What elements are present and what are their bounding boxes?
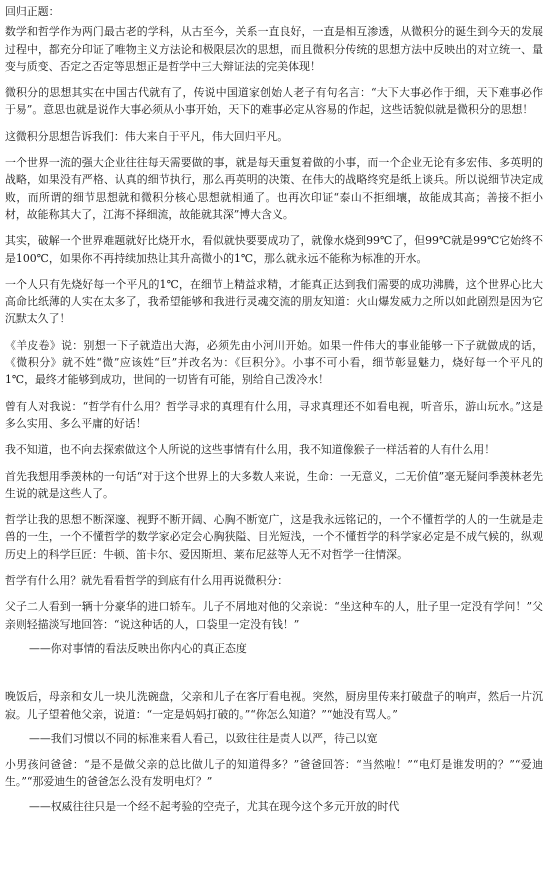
paragraph-laozi-quote: 微积分的思想其实在中国古代就有了，传说中国道家创始人老子有句名言：“大下大事必作于细，天下难事必作于易”。意思也就是说作大事必须从小事开始，天下的难事必定从容易的作起，这些话貌似就是微积分的思想！ <box>5 86 543 117</box>
moral-3: ——权威往往只是一个经不起考验的空壳子，尤其在现今这个多元开放的时代 <box>29 799 400 813</box>
paragraph-philosophy-benefits: 哲学让我的思想不断深邃、视野不断开阔、心胸不断宽广，这是我永远铭记的，一个不懂哲学的人的一生就是走兽的一生，一个不懂哲学的数学家必定会心胸狭隘、目光短浅，一个不懂哲学的科学家必定是不成气候的，纵观历史上的科学巨匠：牛顿、笛卡尔、爱因斯坦、莱布尼兹等人无不对哲学一往情深。 <box>5 513 543 561</box>
paragraph-calculus-lesson: 这微积分思想告诉我们：伟大来自于平凡，伟大回归平凡。 <box>5 129 289 143</box>
spacer <box>5 666 543 688</box>
paragraph-ji-xianlin: 首先我想用季羡林的一句话“对于这个世界上的大多数人来说，生命：一无意义，二无价值”毫无疑问季羡林老先生说的就是这些人了。 <box>5 469 543 500</box>
moral-2: ——我们习惯以不同的标准来看人看己，以致往往是责人以严，待己以宽 <box>29 731 378 745</box>
paragraph-philosophy-use: 曾有人对我说：“哲学有什么用？哲学寻求的真理有什么用，寻求真理还不如看电视，听音乐，游山玩水。”这是多么实用、多么平庸的好话！ <box>5 399 543 430</box>
paragraph-boiling-water: 其实，破解一个世界难题就好比烧开水，看似就快要要成功了，就像水烧到99℃了，但99℃就是99℃它始终不是100℃，如果你不再持续加热让其升高微小的1℃，那么就永远不能称为标准的开水。 <box>5 234 543 265</box>
paragraph-i-dont-know: 我不知道，也不向去探索做这个人所说的这些事情有什么用，我不知道像猴子一样活着的人有什么用！ <box>5 443 496 457</box>
paragraph-edison: 小男孩问爸爸：“是不是做父亲的总比做儿子的知道得多？”爸爸回答：“当然啦！”“电灯是谁发明的？”“爱迪生。”“那爱迪生的爸爸怎么没有发明电灯？” <box>5 758 543 789</box>
paragraph-transition: 哲学有什么用？就先看看哲学的到底有什么用再说微积分： <box>5 574 289 588</box>
paragraph-father-son-car: 父子二人看到一辆十分豪华的进口轿车。儿子不屑地对他的父亲说：“坐这种车的人，肚子里一定没有学问！”父亲则轻描淡写地回答：“说这种话的人，口袋里一定没有钱！” <box>5 600 543 631</box>
section-heading: 回归正题： <box>5 5 60 18</box>
paragraph-sheepskin-scroll: 《羊皮卷》说：别想一下子就造出大海，必须先由小河川开始。如果一件伟大的事业能够一下子就做成的话，《微积分》就不姓“微”应该姓“巨”并改名为：《巨积分》。小事不可小看，细节彰显魅力，烧好每一个平凡的1℃，最终才能够到成功，世间的一切皆有可能，别给自己泼冷水！ <box>5 338 543 387</box>
moral-1: ——你对事情的看法反映出你内心的真正态度 <box>29 641 247 655</box>
paragraph-enterprise-details: 一个世界一流的强大企业往往每天需要做的事，就是每天重复着做的小事，而一个企业无论有多宏伟、多英明的战略，如果没有严格、认真的细节执行，那么再英明的决策、在伟大的战略终究是纸上谈兵。所以说细节决定成败，而所谓的细节思想就和微积分核心思想就相通了。也再次印证“泰山不拒细壤，故能成其高；善接不拒小材，故能称其大了，江海不择细流，故能就其深”博大含义。 <box>5 156 543 221</box>
paragraph-math-philosophy: 数学和哲学作为两门最古老的学科，从古至今，关系一直良好，一直是相互渗透，从微积分的诞生到今天的发展过程中，都充分印证了唯物主义方法论和极限层次的思想，而且微积分传统的思想方法中反映出的对立统一、量变与质变、否定之否定等思想正是哲学中三大辩证法的完美体现！ <box>5 25 543 73</box>
paragraph-one-degree: 一个人只有先烧好每一个平凡的1℃，在细节上精益求精，才能真正达到我们需要的成功沸腾，这个世界心比大高命比纸薄的人实在太多了，我希望能够和我进行灵魂交流的朋友知道：火山爆发威力之所以如此剧烈是因为它沉默太久了！ <box>5 277 543 326</box>
paragraph-broken-plate: 晚饭后，母亲和女儿一块儿洗碗盘，父亲和儿子在客厅看电视。突然，厨房里传来打破盘子的响声，然后一片沉寂。儿子望着他父亲，说道：“一定是妈妈打破的。”“你怎么知道？”“她没有骂人。” <box>5 690 543 721</box>
